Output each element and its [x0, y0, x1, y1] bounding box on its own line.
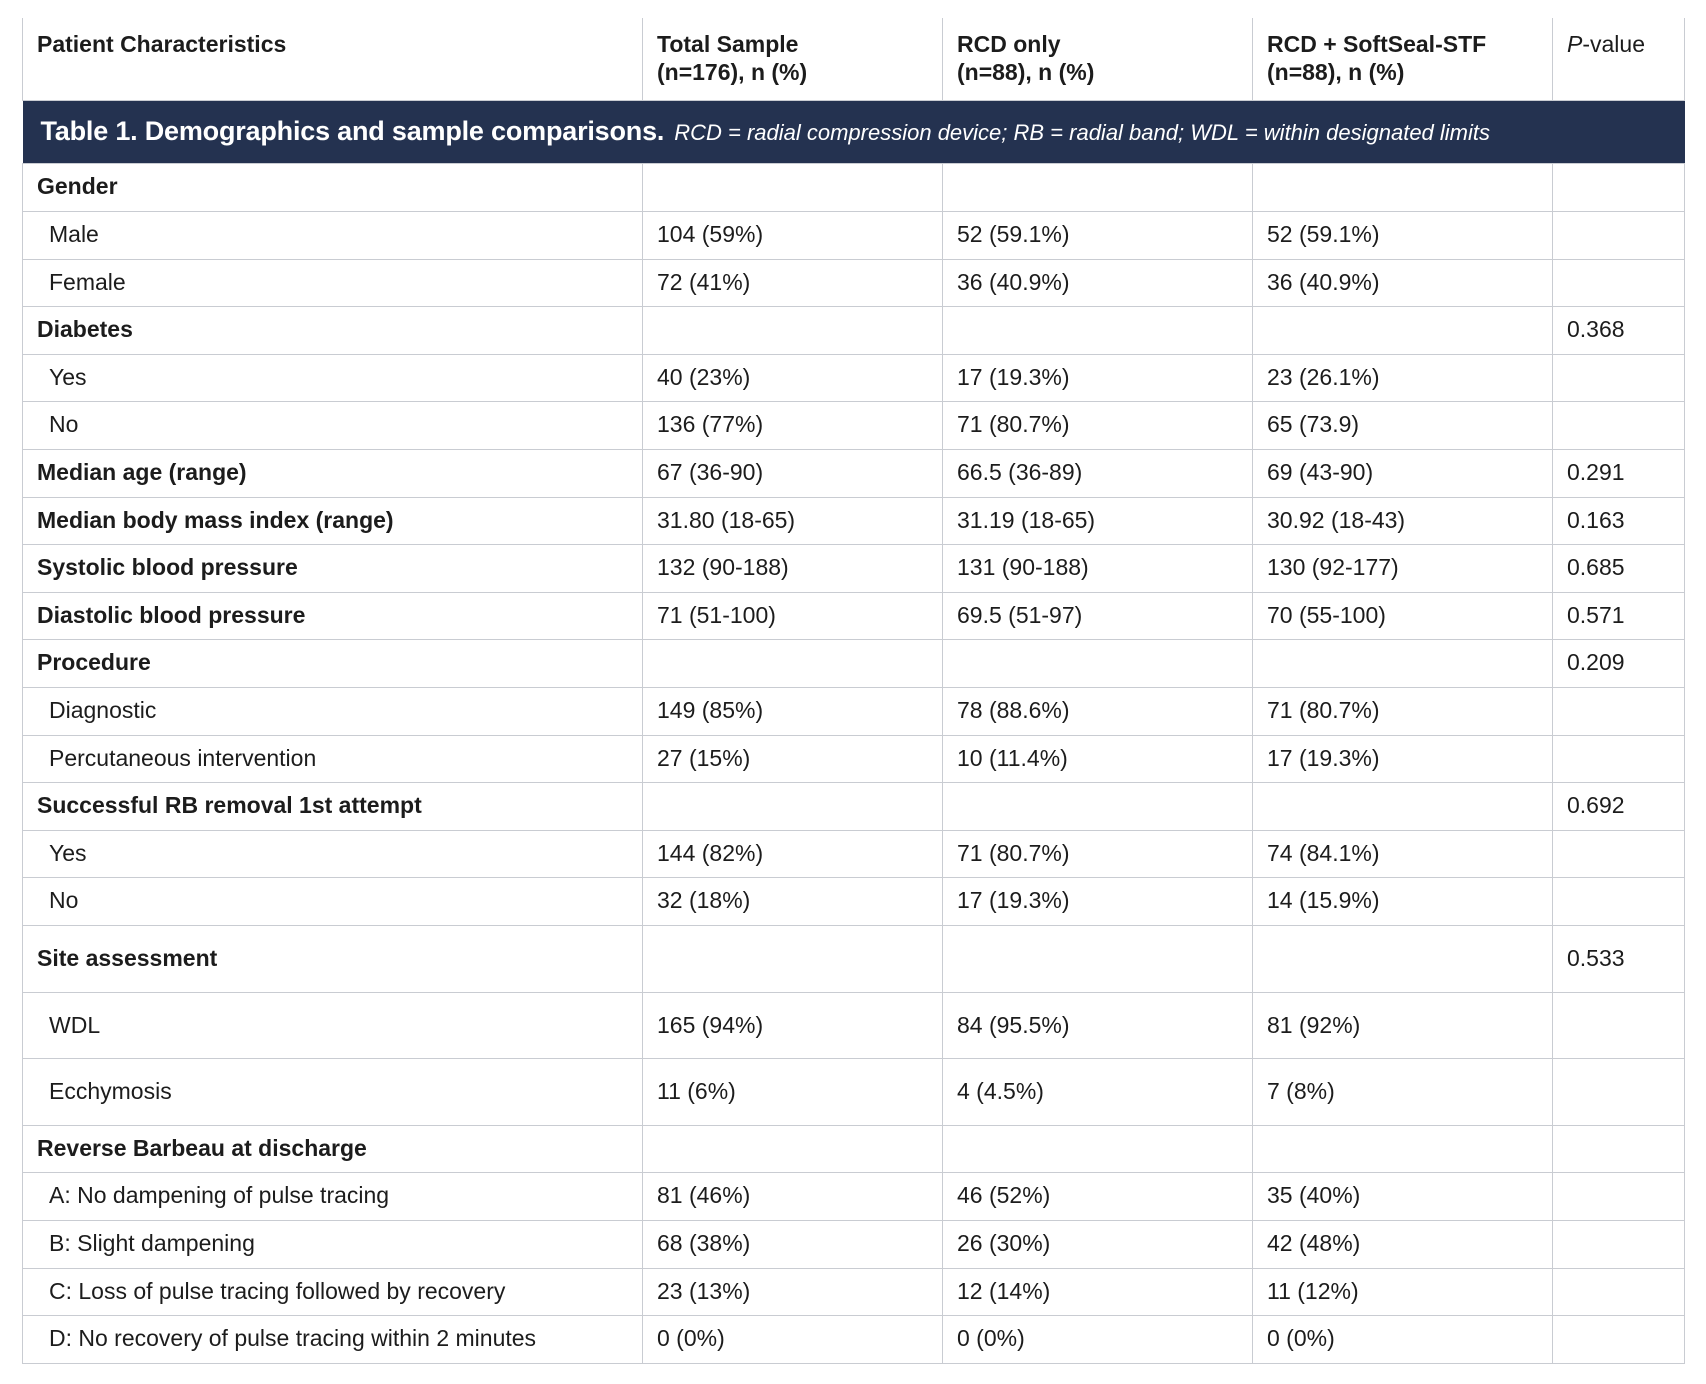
table-caption [23, 101, 1685, 164]
cell-rcd-only: 46 (52%) [943, 1173, 1253, 1221]
cell-rcd-softseal: 0 (0%) [1253, 1316, 1553, 1364]
table-row [23, 592, 1685, 640]
row-label: Diastolic blood pressure [23, 592, 643, 640]
cell-total-sample: 0 (0%) [643, 1316, 943, 1364]
cell-p-value: 0.692 [1553, 783, 1685, 831]
table-row [23, 1316, 1685, 1364]
cell-rcd-softseal: 7 (8%) [1253, 1059, 1553, 1126]
cell-p-value: 0.533 [1553, 925, 1685, 992]
cell-rcd-softseal: 30.92 (18-43) [1253, 497, 1553, 545]
cell-rcd-softseal: 35 (40%) [1253, 1173, 1553, 1221]
table-row [23, 212, 1685, 260]
table-row [23, 830, 1685, 878]
table-row [23, 735, 1685, 783]
table-row [23, 1125, 1685, 1173]
caption-title: Table 1. Demographics and sample comparisons. [40, 116, 665, 147]
row-label: Diabetes [23, 307, 643, 355]
cell-p-value [1553, 992, 1685, 1059]
cell-rcd-only: 36 (40.9%) [943, 259, 1253, 307]
cell-total-sample: 104 (59%) [643, 212, 943, 260]
table-row [23, 992, 1685, 1059]
cell-p-value [1553, 259, 1685, 307]
row-label: WDL [23, 992, 643, 1059]
table-caption-row [23, 101, 1685, 164]
column-header-rcd-only: RCD only (n=88), n (%) [943, 18, 1253, 101]
cell-total-sample: 132 (90-188) [643, 545, 943, 593]
cell-p-value [1553, 402, 1685, 450]
cell-rcd-softseal [1253, 783, 1553, 831]
cell-p-value [1553, 1268, 1685, 1316]
cell-total-sample [643, 640, 943, 688]
row-label: A: No dampening of pulse tracing [23, 1173, 643, 1221]
caption-legend: RCD = radial compression device; RB = radial band; WDL = within designated limits [674, 120, 1491, 146]
cell-rcd-softseal: 69 (43-90) [1253, 450, 1553, 498]
cell-rcd-only: 52 (59.1%) [943, 212, 1253, 260]
cell-total-sample [643, 307, 943, 355]
table-row [23, 354, 1685, 402]
cell-p-value [1553, 878, 1685, 926]
table-row [23, 1059, 1685, 1126]
column-header-characteristics: Patient Characteristics [23, 18, 643, 101]
row-label: Successful RB removal 1st attempt [23, 783, 643, 831]
cell-rcd-only: 17 (19.3%) [943, 878, 1253, 926]
cell-total-sample: 11 (6%) [643, 1059, 943, 1126]
row-label: Ecchymosis [23, 1059, 643, 1126]
cell-total-sample: 81 (46%) [643, 1173, 943, 1221]
cell-rcd-only: 71 (80.7%) [943, 830, 1253, 878]
row-label: Percutaneous intervention [23, 735, 643, 783]
row-label: Yes [23, 354, 643, 402]
cell-total-sample [643, 783, 943, 831]
cell-rcd-only [943, 164, 1253, 212]
table-row [23, 450, 1685, 498]
row-label: No [23, 878, 643, 926]
cell-total-sample: 68 (38%) [643, 1220, 943, 1268]
cell-p-value: 0.291 [1553, 450, 1685, 498]
cell-rcd-softseal: 65 (73.9) [1253, 402, 1553, 450]
cell-rcd-only [943, 783, 1253, 831]
cell-rcd-only: 66.5 (36-89) [943, 450, 1253, 498]
cell-rcd-only: 78 (88.6%) [943, 688, 1253, 736]
cell-rcd-only [943, 640, 1253, 688]
row-label: Male [23, 212, 643, 260]
cell-p-value [1553, 1173, 1685, 1221]
column-header-total-sample: Total Sample (n=176), n (%) [643, 18, 943, 101]
cell-p-value [1553, 164, 1685, 212]
table-row [23, 402, 1685, 450]
row-label: Site assessment [23, 925, 643, 992]
cell-total-sample: 27 (15%) [643, 735, 943, 783]
cell-rcd-softseal [1253, 307, 1553, 355]
cell-rcd-softseal: 71 (80.7%) [1253, 688, 1553, 736]
table-header-row [23, 18, 1685, 101]
row-label: Median age (range) [23, 450, 643, 498]
cell-p-value: 0.685 [1553, 545, 1685, 593]
cell-rcd-only [943, 925, 1253, 992]
row-label: Female [23, 259, 643, 307]
cell-total-sample: 144 (82%) [643, 830, 943, 878]
table-row [23, 164, 1685, 212]
cell-rcd-softseal: 14 (15.9%) [1253, 878, 1553, 926]
row-label: D: No recovery of pulse tracing within 2 minutes [23, 1316, 643, 1364]
cell-total-sample [643, 164, 943, 212]
table-row [23, 688, 1685, 736]
table-body [23, 164, 1685, 1363]
cell-rcd-only [943, 307, 1253, 355]
row-label: Median body mass index (range) [23, 497, 643, 545]
table-row [23, 1268, 1685, 1316]
cell-total-sample: 165 (94%) [643, 992, 943, 1059]
cell-rcd-softseal: 81 (92%) [1253, 992, 1553, 1059]
row-label: Diagnostic [23, 688, 643, 736]
cell-rcd-only: 17 (19.3%) [943, 354, 1253, 402]
cell-rcd-only: 26 (30%) [943, 1220, 1253, 1268]
column-header-p-value: P-value [1553, 18, 1685, 101]
table-row [23, 259, 1685, 307]
cell-rcd-only [943, 1125, 1253, 1173]
cell-total-sample: 71 (51-100) [643, 592, 943, 640]
cell-rcd-only: 12 (14%) [943, 1268, 1253, 1316]
cell-total-sample: 149 (85%) [643, 688, 943, 736]
cell-rcd-softseal [1253, 164, 1553, 212]
cell-rcd-softseal: 52 (59.1%) [1253, 212, 1553, 260]
table-row [23, 545, 1685, 593]
cell-rcd-softseal: 36 (40.9%) [1253, 259, 1553, 307]
table-row [23, 1173, 1685, 1221]
table-row [23, 878, 1685, 926]
cell-p-value [1553, 1220, 1685, 1268]
cell-total-sample: 23 (13%) [643, 1268, 943, 1316]
row-label: Yes [23, 830, 643, 878]
cell-rcd-only: 31.19 (18-65) [943, 497, 1253, 545]
cell-p-value: 0.163 [1553, 497, 1685, 545]
table-row [23, 783, 1685, 831]
cell-total-sample: 32 (18%) [643, 878, 943, 926]
cell-rcd-softseal [1253, 640, 1553, 688]
cell-rcd-softseal: 23 (26.1%) [1253, 354, 1553, 402]
cell-total-sample: 136 (77%) [643, 402, 943, 450]
cell-rcd-only: 10 (11.4%) [943, 735, 1253, 783]
table-row [23, 1220, 1685, 1268]
cell-total-sample: 72 (41%) [643, 259, 943, 307]
row-label: Procedure [23, 640, 643, 688]
cell-rcd-only: 84 (95.5%) [943, 992, 1253, 1059]
cell-p-value [1553, 830, 1685, 878]
cell-rcd-softseal [1253, 1125, 1553, 1173]
cell-rcd-softseal: 11 (12%) [1253, 1268, 1553, 1316]
cell-p-value [1553, 1125, 1685, 1173]
cell-rcd-only: 131 (90-188) [943, 545, 1253, 593]
cell-p-value: 0.209 [1553, 640, 1685, 688]
row-label: C: Loss of pulse tracing followed by recovery [23, 1268, 643, 1316]
cell-p-value [1553, 1316, 1685, 1364]
cell-p-value [1553, 688, 1685, 736]
cell-rcd-only: 4 (4.5%) [943, 1059, 1253, 1126]
cell-p-value [1553, 212, 1685, 260]
row-label: Reverse Barbeau at discharge [23, 1125, 643, 1173]
cell-total-sample [643, 1125, 943, 1173]
cell-rcd-softseal: 70 (55-100) [1253, 592, 1553, 640]
cell-rcd-softseal: 130 (92-177) [1253, 545, 1553, 593]
cell-total-sample: 40 (23%) [643, 354, 943, 402]
cell-rcd-only: 0 (0%) [943, 1316, 1253, 1364]
cell-rcd-softseal [1253, 925, 1553, 992]
table-row [23, 307, 1685, 355]
row-label: Gender [23, 164, 643, 212]
cell-rcd-softseal: 17 (19.3%) [1253, 735, 1553, 783]
cell-rcd-only: 69.5 (51-97) [943, 592, 1253, 640]
cell-p-value: 0.571 [1553, 592, 1685, 640]
table-row [23, 925, 1685, 992]
row-label: Systolic blood pressure [23, 545, 643, 593]
row-label: B: Slight dampening [23, 1220, 643, 1268]
cell-rcd-softseal: 42 (48%) [1253, 1220, 1553, 1268]
table-row [23, 497, 1685, 545]
demographics-table [22, 18, 1685, 1364]
cell-p-value [1553, 735, 1685, 783]
table-row [23, 640, 1685, 688]
column-header-rcd-softseal: RCD + SoftSeal-STF (n=88), n (%) [1253, 18, 1553, 101]
cell-p-value [1553, 1059, 1685, 1126]
cell-total-sample: 67 (36-90) [643, 450, 943, 498]
row-label: No [23, 402, 643, 450]
cell-total-sample: 31.80 (18-65) [643, 497, 943, 545]
cell-p-value: 0.368 [1553, 307, 1685, 355]
cell-p-value [1553, 354, 1685, 402]
cell-rcd-softseal: 74 (84.1%) [1253, 830, 1553, 878]
cell-total-sample [643, 925, 943, 992]
cell-rcd-only: 71 (80.7%) [943, 402, 1253, 450]
